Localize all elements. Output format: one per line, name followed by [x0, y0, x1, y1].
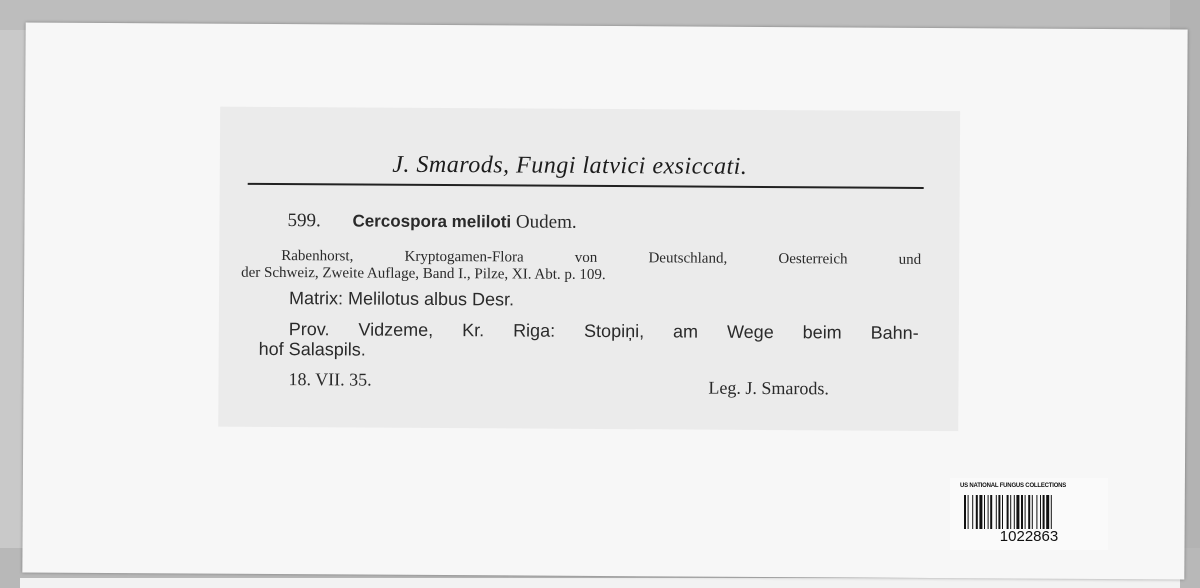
- barcode-bar: [1032, 495, 1033, 529]
- locality-word: Stopiņi,: [584, 320, 645, 342]
- collection-date: 18. VII. 35.: [288, 369, 372, 390]
- barcode-bar: [964, 495, 966, 529]
- barcode-bar: [1007, 495, 1009, 529]
- locality-word: Wege: [726, 321, 774, 343]
- barcode-bar: [976, 495, 978, 529]
- species-line: [352, 210, 576, 233]
- locality-word: Kr.: [462, 320, 485, 341]
- matrix-line: Matrix: Melilotus albus Desr.: [288, 288, 515, 310]
- locality-word: am: [673, 321, 699, 342]
- locality-word: Bahn-: [870, 322, 919, 343]
- barcode-bar: [1028, 495, 1030, 529]
- collector: Leg. J. Smarods.: [708, 377, 830, 399]
- reference-line-2: der Schweiz, Zweite Auflage, Band I., Pilze, XI. Abt. p. 109.: [241, 264, 606, 284]
- barcode-header: US NATIONAL FUNGUS COLLECTIONS: [960, 483, 1067, 489]
- barcode-bar: [1043, 495, 1045, 529]
- barcode-bar: [1025, 495, 1026, 529]
- barcode-bar: [988, 495, 989, 529]
- barcode-bar: [990, 495, 992, 529]
- reference-word: Rabenhorst,: [281, 248, 354, 265]
- barcode-bars: [964, 495, 1100, 529]
- reference-word: Kryptogamen-Flora: [404, 248, 524, 266]
- locality-line-2: hof Salaspils.: [258, 338, 366, 360]
- barcode-bar: [1016, 495, 1019, 529]
- barcode-bar: [1040, 495, 1041, 529]
- reference-word: Oesterreich: [778, 251, 848, 268]
- barcode-bar: [998, 495, 1000, 529]
- reference-word: von: [574, 249, 598, 266]
- barcode-bar: [968, 495, 969, 529]
- reference-word: Deutschland,: [648, 250, 728, 267]
- barcode-bar: [1021, 495, 1023, 529]
- next-sheet-edge: [20, 578, 1180, 588]
- locality-word: beim: [802, 322, 842, 343]
- locality-line-1: [289, 319, 919, 344]
- barcode-bar: [1046, 495, 1049, 529]
- title-rule: [248, 183, 924, 189]
- label-title: J. Smarods, Fungi latvici exsiccati.: [392, 151, 748, 180]
- barcode-label: [950, 478, 1108, 550]
- locality-word: Vidzeme,: [358, 319, 434, 340]
- barcode-bar: [1010, 495, 1011, 529]
- barcode-bar: [972, 495, 973, 529]
- barcode-bar: [1014, 495, 1015, 529]
- barcode-bar: [1002, 495, 1003, 529]
- species-author: Oudem.: [515, 211, 577, 233]
- specimen-number: 599.: [287, 210, 321, 232]
- barcode-number: 1022863: [999, 528, 1059, 545]
- locality-word: Prov.: [288, 319, 330, 340]
- barcode-bar: [984, 495, 985, 529]
- reference-word: und: [898, 251, 922, 268]
- specimen-label: [218, 107, 960, 432]
- locality-word: Riga:: [513, 320, 556, 341]
- barcode-bar: [996, 495, 997, 529]
- barcode-bar: [1036, 495, 1037, 529]
- species-name: Cercospora meliloti: [352, 211, 512, 232]
- barcode-bar: [1051, 495, 1052, 529]
- barcode-bar: [979, 495, 982, 529]
